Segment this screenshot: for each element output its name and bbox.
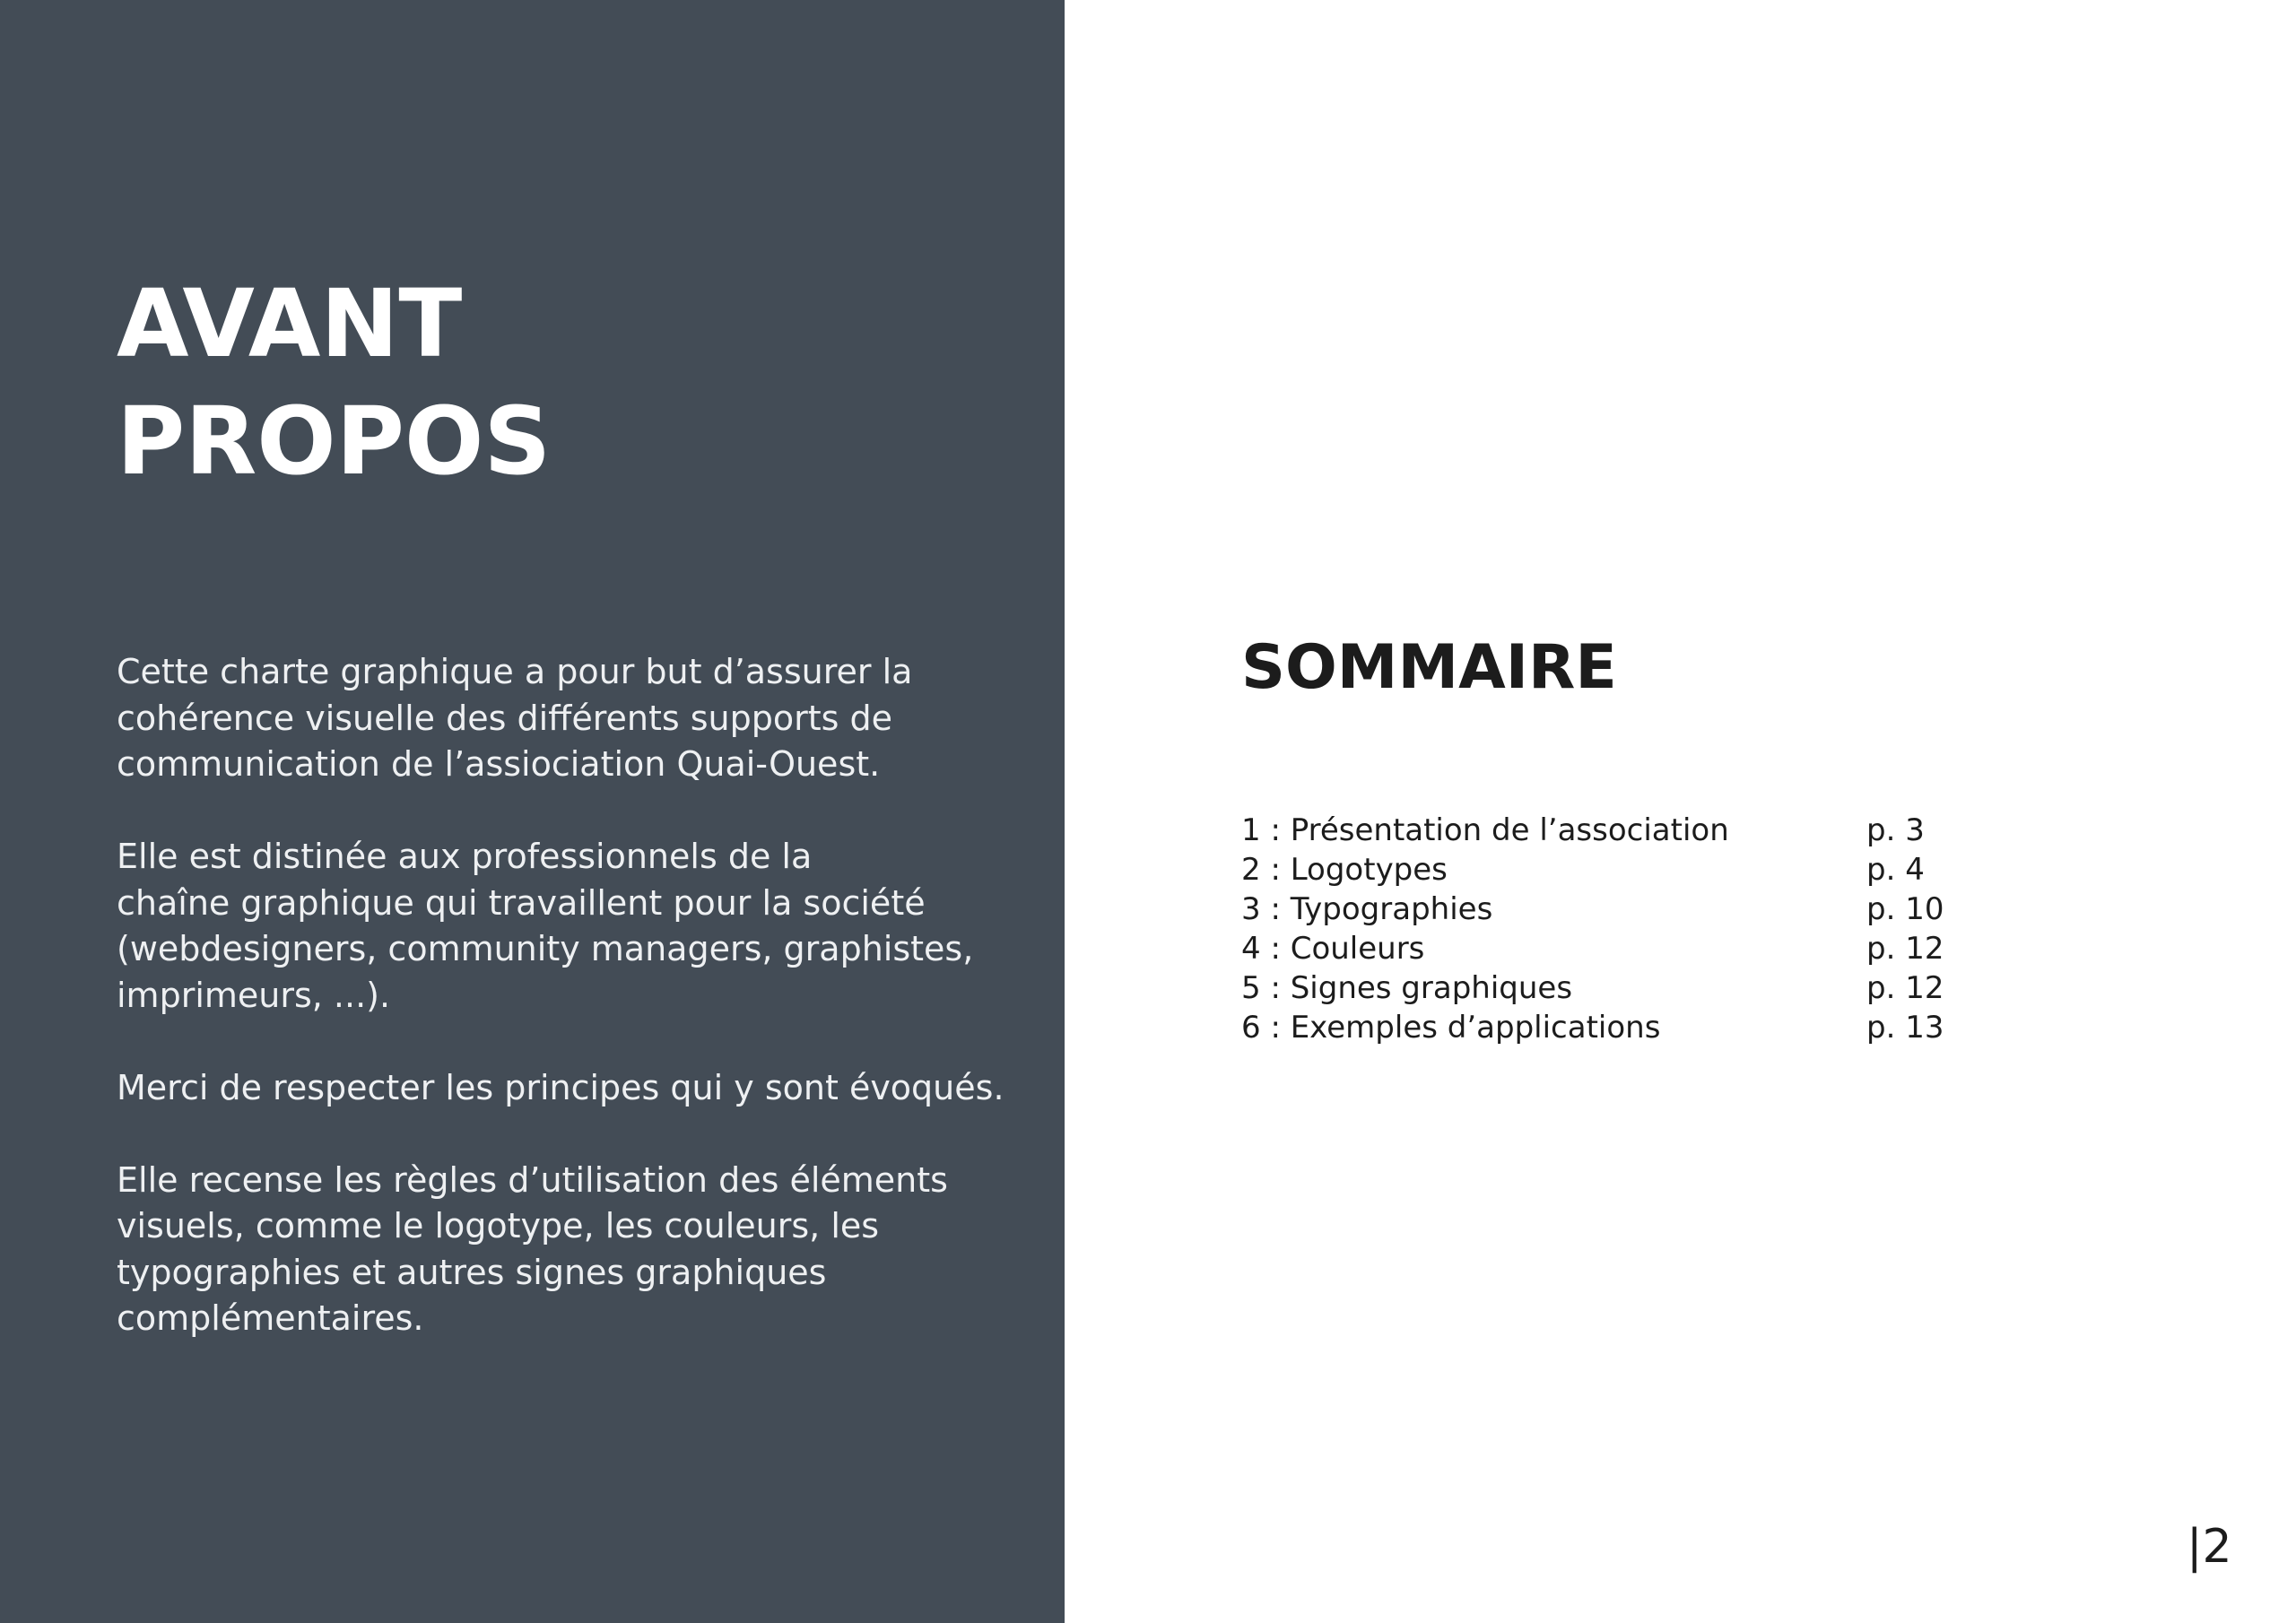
toc-item-label: 5 : Signes graphiques: [1241, 970, 1573, 1006]
text-line: Elle est distinée aux professionnels de la: [117, 837, 813, 876]
text-line: communication de l’assiociation Quai-Ouest.: [117, 744, 881, 784]
text-line: chaîne graphique qui travaillent pour la société: [117, 882, 926, 923]
intro-paragraph: [117, 1065, 1013, 1112]
table-of-contents: [1241, 811, 1977, 1047]
text-line: (webdesigners, community managers, graphistes,: [117, 929, 974, 968]
intro-paragraph: [117, 1158, 1013, 1342]
toc-item-page: p. 13: [1866, 1010, 1944, 1046]
text-line: typographies et autres signes graphiques: [117, 1252, 827, 1292]
text-line: Merci de respecter les principes qui y sont évoqués.: [117, 1067, 1004, 1107]
title-line: AVANT: [117, 269, 463, 378]
text-line: cohérence visuelle des différents supports de: [117, 698, 893, 738]
avant-propos-title: [117, 265, 551, 500]
toc-item-page: p. 12: [1866, 970, 1944, 1006]
summary-title: SOMMAIRE: [1241, 632, 1617, 703]
intro-paragraph: [117, 834, 1013, 1019]
toc-row[interactable]: [1241, 811, 1977, 850]
toc-item-label: 4 : Couleurs: [1241, 931, 1425, 967]
title-line: PROPOS: [117, 386, 552, 496]
toc-item-page: p. 4: [1866, 852, 1925, 888]
toc-item-page: p. 3: [1866, 812, 1925, 848]
text-line: Elle recense les règles d’utilisation des éléments: [117, 1159, 948, 1200]
toc-row[interactable]: [1241, 1008, 1977, 1047]
text-line: Cette charte graphique a pour but d’assurer la: [117, 652, 913, 691]
intro-paragraph: [117, 649, 1013, 788]
text-line: visuels, comme le logotype, les couleurs, les: [117, 1206, 880, 1245]
toc-item-page: p. 12: [1866, 931, 1944, 967]
intro-text: [117, 649, 1013, 1388]
toc-item-label: 2 : Logotypes: [1241, 852, 1448, 888]
avant-propos-panel: [0, 0, 1065, 1623]
toc-row[interactable]: [1241, 850, 1977, 890]
toc-row[interactable]: [1241, 929, 1977, 968]
toc-item-label: 6 : Exemples d’applications: [1241, 1010, 1661, 1046]
toc-item-label: 3 : Typographies: [1241, 891, 1493, 927]
toc-item-label: 1 : Présentation de l’association: [1241, 812, 1729, 848]
text-line: complémentaires.: [117, 1298, 424, 1338]
toc-row[interactable]: [1241, 968, 1977, 1008]
page-number: |2: [2187, 1520, 2232, 1574]
toc-row[interactable]: [1241, 890, 1977, 929]
toc-item-page: p. 10: [1866, 891, 1944, 927]
text-line: imprimeurs, ...).: [117, 975, 391, 1015]
